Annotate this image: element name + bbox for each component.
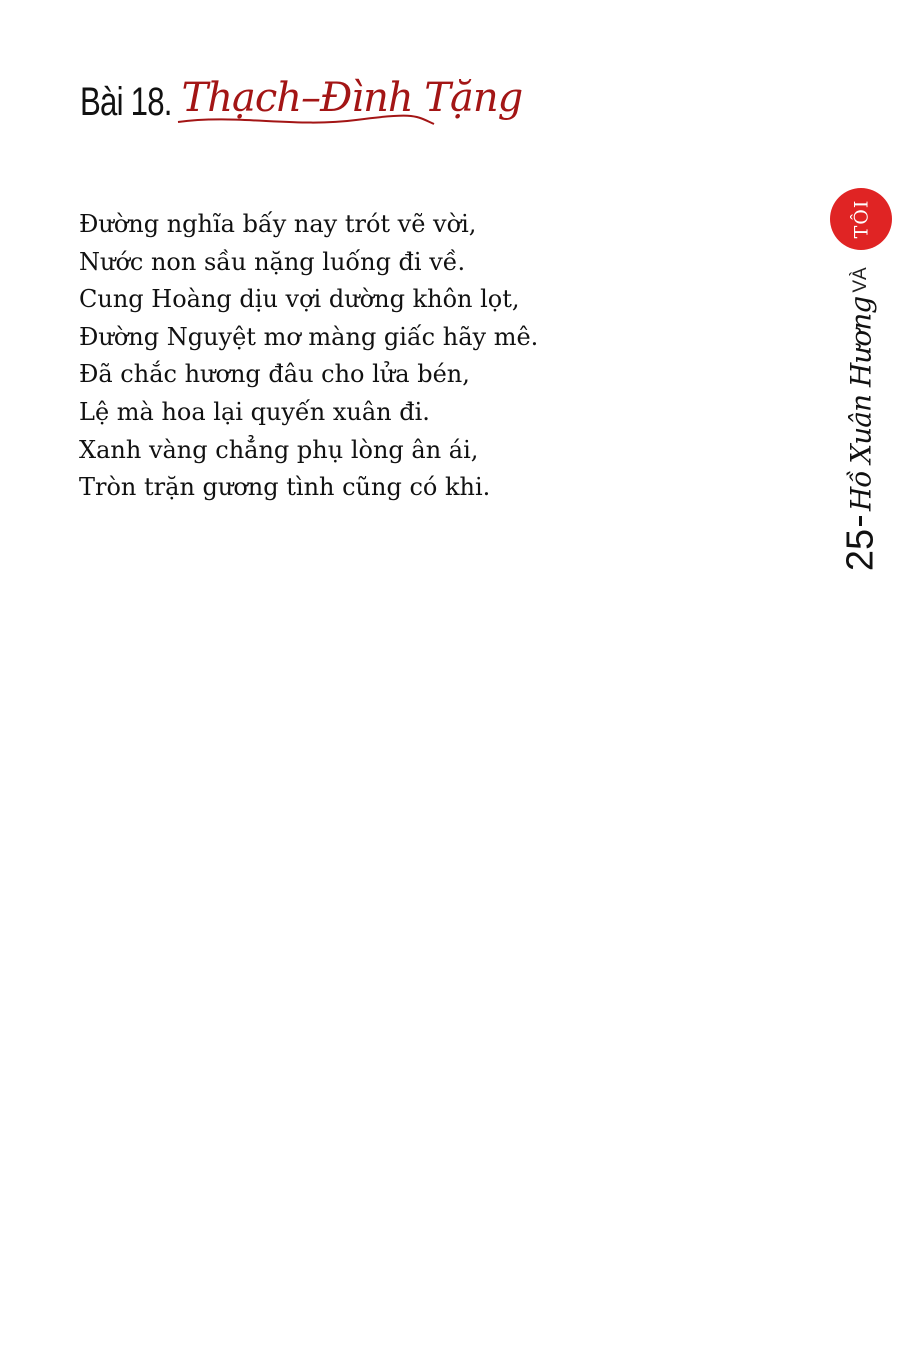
poem-number: Bài 18.	[80, 80, 172, 124]
poem-line: Cung Hoàng dịu vợi dường khôn lọt,	[79, 285, 520, 314]
poem-heading	[80, 75, 523, 124]
poem-line: Đã chắc hương đâu cho lửa bén,	[79, 360, 470, 389]
poem-line: Nước non sầu nặng luống đi về.	[79, 247, 466, 276]
book-title-badge	[830, 188, 892, 250]
title-flourish-decoration	[176, 110, 438, 130]
poem-line: Đường nghĩa bấy nay trót vẽ vời,	[79, 210, 477, 238]
poem-line: Xanh vàng chẳng phụ lòng ân ái,	[79, 435, 479, 464]
poem-title	[181, 75, 523, 122]
poem-line: Tròn trặn gương tình cũng có khi.	[79, 473, 491, 502]
strip-divider	[859, 516, 862, 526]
poem-line: Đường Nguyệt mơ màng giấc hãy mê.	[79, 322, 539, 351]
book-title-conjunction: VÀ	[850, 267, 871, 293]
book-title-vertical	[828, 254, 894, 518]
badge-text: TÔI	[849, 199, 872, 239]
page-number: 25	[839, 528, 882, 572]
running-header-strip	[828, 188, 894, 572]
poem-body	[79, 206, 639, 507]
poem-line: Lệ mà hoa lại quyến xuân đi.	[79, 397, 430, 426]
book-title-name: Hồ Xuân Hương	[844, 296, 878, 512]
poem-title-text: Thạch–Đình Tặng	[181, 75, 523, 121]
